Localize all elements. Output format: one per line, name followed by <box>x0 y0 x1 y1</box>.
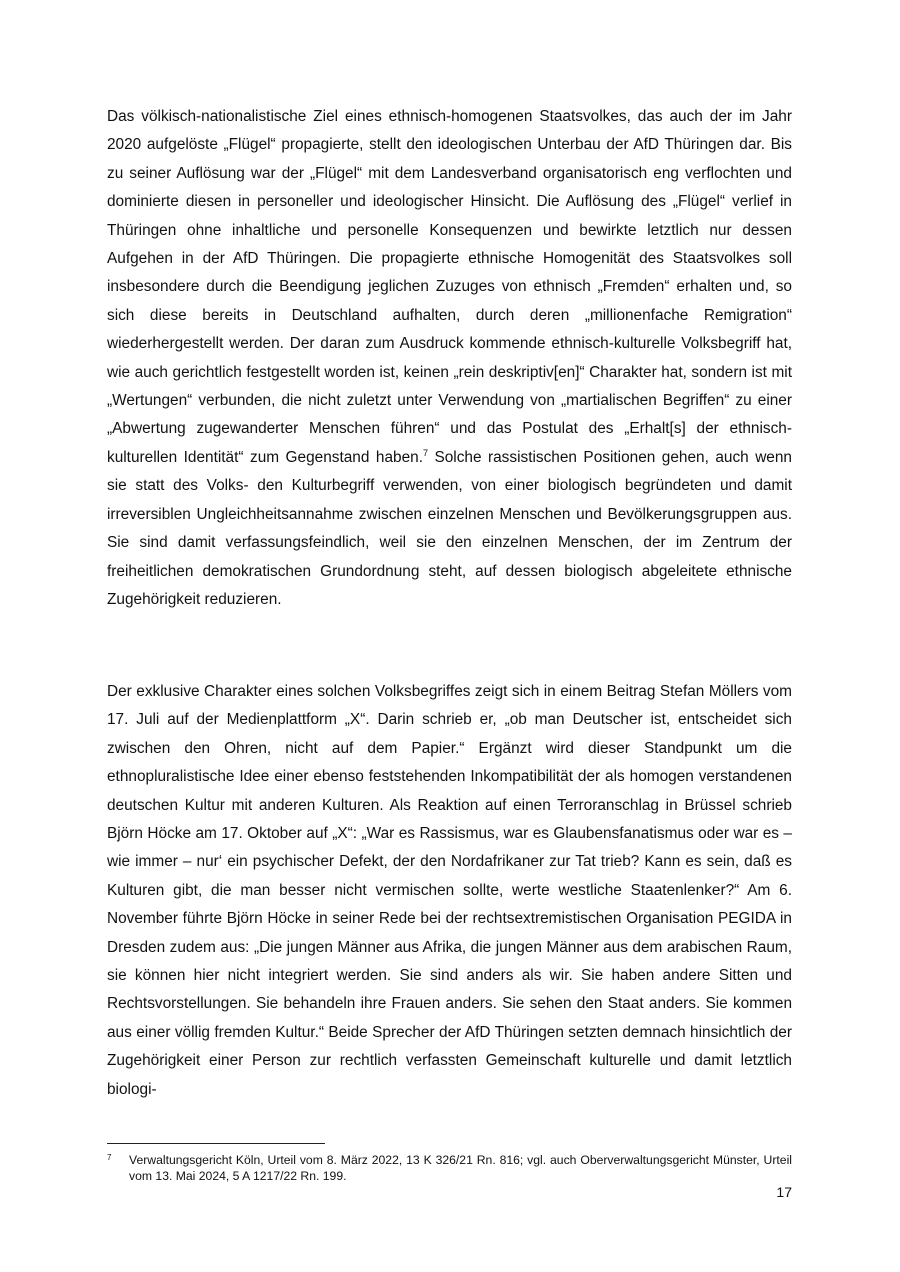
footnote-text: Verwaltungsgericht Köln, Urteil vom 8. März 2022, 13 K 326/21 Rn. 816; vgl. auch Oberverwaltungsgericht Münster, Urteil vom 13. Mai 2024, 5 A 1217/22 Rn. 199. <box>129 1153 792 1183</box>
footnote-reference-7[interactable]: 7 <box>422 447 428 458</box>
footnote-separator <box>107 1143 325 1144</box>
footnote-7 <box>107 1152 792 1184</box>
paragraph1-text-b: Solche rassistischen Positionen gehen, auch wenn sie statt des Volks- den Kulturbegriff verwenden, von einer biologisch begründeten und damit irreversiblen Ungleichheitsannahme zwischen einzelnen Menschen und Bevölkerungsgruppen aus. Sie sind damit verfassungsfeindlich, weil sie den einzelnen Menschen, der im Zentrum der freiheitlichen demokratischen Grundordnung steht, auf dessen biologisch abgeleitete ethnische Zugehörigkeit reduzieren. <box>107 448 792 608</box>
paragraph-volksbegriff <box>107 103 792 614</box>
paragraph1-text-a: Das völkisch-nationalistische Ziel eines ethnisch-homogenen Staatsvolkes, das auch der im Jahr 2020 aufgelöste „Flügel“ propagierte, stellt den ideologischen Unterbau der AfD Thüringen dar. Bis zu seiner Auflösung war der „Flügel“ mit dem Landesverband organisatorisch eng verflochten und dominierte diesen in personeller und ideologischer Hinsicht. Die Auflösung des „Flügel“ verlief in Thüringen ohne inhaltliche und personelle Konsequenzen und bewirkte letztlich nur dessen Aufgehen in der AfD Thüringen. Die propagierte ethnische Homogenität des Staatsvolkes soll insbesondere durch die Beendigung jeglichen Zuzuges von ethnisch „Fremden“ erhalten und, so sich diese bereits in Deutschland aufhalten, durch deren „millionenfache Remigration“ wiederhergestellt werden. Der daran zum Ausdruck kommende ethnisch-kulturelle Volksbegriff hat, wie auch gerichtlich festgestellt worden ist, keinen „rein deskriptiv[en]“ Charakter hat, sondern ist mit „Wertungen“ verbunden, die nicht zuletzt unter Verwendung von „martialischen Begriffen“ zu einer „Abwertung zugewanderter Menschen führen“ und das Postulat des „Erhalt[s] der ethnisch-kulturellen Identität“ zum Gegenstand haben. <box>107 108 792 466</box>
paragraph-exklusiver-charakter: Der exklusive Charakter eines solchen Volksbegriffes zeigt sich in einem Beitrag Stefan Möllers vom 17. Juli auf der Medienplattform „X“. Darin schrieb er, „ob man Deutscher ist, entscheidet sich zwischen den Ohren, nicht auf dem Papier.“ Ergänzt wird dieser Standpunkt um die ethnopluralistische Idee einer ebenso feststehenden Inkompatibilität der als homogen verstandenen deutschen Kultur mit anderen Kulturen. Als Reaktion auf einen Terroranschlag in Brüssel schrieb Björn Höcke am 17. Oktober auf „X“: „War es Rassismus, war es Glaubensfanatismus oder war es – wie immer – nur‘ ein psychischer Defekt, der den Nordafrikaner zur Tat trieb? Kann es sein, daß es Kulturen gibt, die man besser nicht vermischen sollte, werte westliche Staatenlenker?“ Am 6. November führte Björn Höcke in seiner Rede bei der rechtsextremistischen Organisation PEGIDA in Dresden zudem aus: „Die jungen Männer aus Afrika, die jungen Männer aus dem arabischen Raum, sie können hier nicht integriert werden. Sie sind anders als wir. Sie haben andere Sitten und Rechtsvorstellungen. Sie behandeln ihre Frauen anders. Sie sehen den Staat anders. Sie kommen aus einer völlig fremden Kultur.“ Beide Sprecher der AfD Thüringen setzten demnach hinsichtlich der Zugehörigkeit einer Person zur rechtlich verfassten Gemeinschaft kulturelle und damit letztlich biologi- <box>107 683 792 1098</box>
page-number: 17 <box>776 1184 792 1200</box>
footnote-number: 7 <box>107 1153 112 1162</box>
